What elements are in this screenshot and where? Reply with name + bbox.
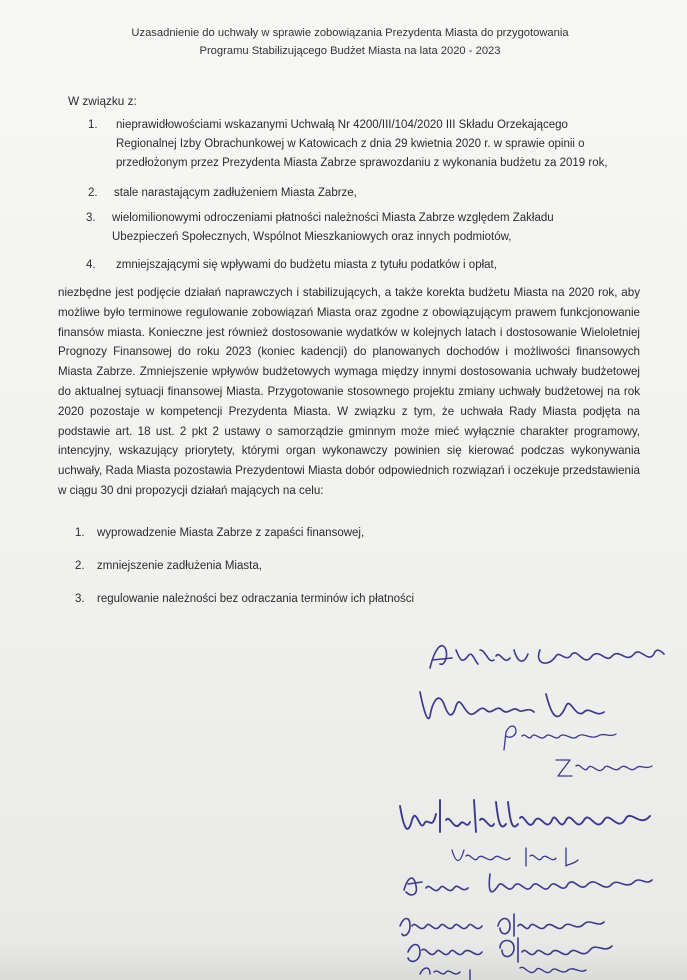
signature-3-title [556,760,652,776]
title-line-2: Programu Stabilizującego Budżet Miasta na lata 2020 - 2023 [199,45,501,57]
goal-number: 1. [75,527,85,539]
signature-2 [420,692,604,719]
reason-text: nieprawidłowościami wskazanymi Uchwałą Nr 4200/III/104/2020 III Składu Orzekającego Regionalnej Izby Obrachunkowej w Katowicach z dnia 29 kwietnia 2020 r. w sprawie opinii o przedłożonym przez Prezydenta Miasta Zabrze sprawozdaniu z wykonania budżetu za 2019 rok, [116,119,608,169]
reason-item [88,184,618,203]
reason-text: wielomilionowymi odroczeniami płatności należności Miasta Zabrze względem Zakładu Ubezpieczeń Społecznych, Wspólnot Mieszkaniowych oraz innych podmiotów, [112,212,554,243]
signature-block [0,620,687,980]
signature-2-title [504,726,616,750]
reason-text: zmniejszającymi się wpływami do budżetu miasta z tytułu podatków i opłat, [116,259,497,271]
signature-3 [400,800,650,832]
justification-paragraph: niezbędne jest podjęcie działań naprawczych i stabilizujących, a także korekta budżetu Miasta na 2020 rok, aby możliwe było terminowe regulowanie zobowiązań Miasta oraz zgodne z obowiązującym prawem funkcjonowanie finansów miasta. Konieczne jest również dostosowanie wydatków w kolejnych latach i dostosowanie Wieloletniej Prognozy Finansowej do roku 2023 (koniec kadencji) do planowanych dochodów i możliwości finansowych Miasta Zabrze. Zmniejszenie wpływów budżetowych wymaga między innymi dostosowania uchwały budżetowej do aktualnej sytuacji finansowej Miasta. Przygotowanie stosownego projektu zmiany uchwały budżetowej na rok 2020 pozostaje w kompetencji Prezydenta Miasta. W związku z tym, że uchwała Rady Miasta podjęta na podstawie art. 18 ust. 2 pkt 2 ustawy o samorządzie gminnym może mieć wyłącznie charakter programowy, intencyjny, wskazujący priorytety, którymi organ wykonawczy powinien się kierować podczas wykonywania uchwały, Rada Miasta pozostawia Prezydentowi Miasta dobór odpowiednich rozwiązań i oczekuje przedstawienia w ciągu 30 dni propozycji działań mających na celu: [58,286,640,497]
goal-text: wyprowadzenie Miasta Zabrze z zapaści finansowej, [97,527,365,539]
goal-text: zmniejszenie zadłużenia Miasta, [97,560,262,572]
signature-1 [430,646,664,668]
reason-item [86,256,626,275]
title-line-1: Uzasadnienie do uchwały w sprawie zobowiązania Prezydenta Miasta do przygotowania [131,27,569,39]
reason-number: 4. [86,259,96,271]
goal-item [75,557,575,576]
reason-number: 3. [86,212,96,224]
goal-number: 2. [75,560,85,572]
goal-item [75,590,595,609]
signature-3-subtitle [452,848,578,866]
reason-item [88,116,618,173]
goal-item [75,524,575,543]
signature-5 [400,914,604,936]
reason-text: stale narastającym zadłużeniem Miasta Zabrze, [114,187,357,199]
page-shadow [0,940,687,980]
document-title [60,24,640,60]
goal-number: 3. [75,593,85,605]
reason-number: 2. [88,187,98,199]
intro-text: W związku z: [68,94,137,108]
signature-4 [404,874,652,895]
reason-number: 1. [88,119,98,131]
reason-item [86,209,596,247]
goal-text: regulowanie należności bez odraczania terminów ich płatności [97,593,415,605]
